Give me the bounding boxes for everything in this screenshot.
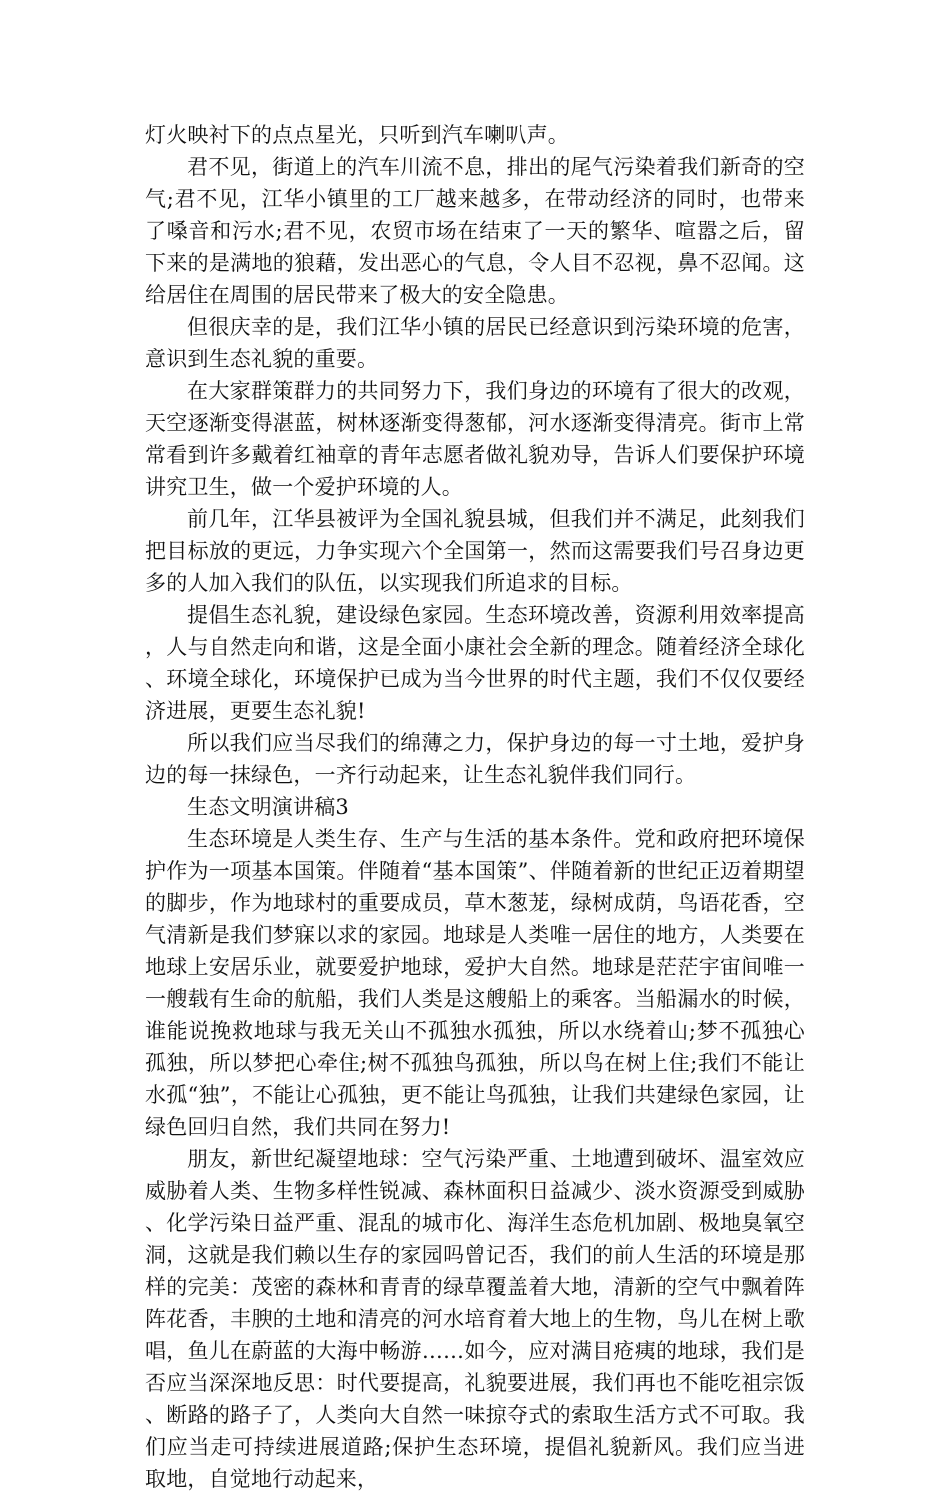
section-heading: 生态文明演讲稿3 — [187, 795, 349, 819]
paragraph-1: 灯火映衬下的点点星光，只听到汽车喇叭声。 — [145, 123, 569, 147]
paragraph-5: 前几年，江华县被评为全国礼貌县城，但我们并不满足，此刻我们把目标放的更远，力争实现六个全国第一，然而这需要我们号召身边更多的人加入我们的队伍，以实现我们所追求的目标。 — [145, 507, 805, 595]
paragraph-9: 朋友，新世纪凝望地球：空气污染严重、土地遭到破坏、温室效应威胁着人类、生物多样性锐减、森林面积日益减少、淡水资源受到威胁、化学污染日益严重、混乱的城市化、海洋生态危机加剧、极地臭氧空洞，这就是我们赖以生存的家园吗曾记否，我们的前人生活的环境是那样的完美：茂密的森林和青青的绿草覆盖着大地，清新的空气中飘着阵阵花香，丰腴的土地和清亮的河水培育着大地上的生物，鸟儿在树上歌唱，鱼儿在蔚蓝的大海中畅游……如今，应对满目疮痍的地球，我们是否应当深深地反思：时代要提高，礼貌要进展，我们再也不能吃祖宗饭、断路的路子了，人类向大自然一味掠夺式的索取生活方式不可取。我们应当走可持续进展道路;保护生态环境，提倡礼貌新风。我们应当进取地，自觉地行动起来， — [145, 1147, 805, 1491]
paragraph-2: 君不见，街道上的汽车川流不息，排出的尾气污染着我们新奇的空气;君不见，江华小镇里的工厂越来越多，在带动经济的同时，也带来了嗓音和污水;君不见，农贸市场在结束了一天的繁华、喧嚣之后，留下来的是满地的狼藉，发出恶心的气息，令人目不忍视，鼻不忍闻。这给居住在周围的居民带来了极大的安全隐患。 — [145, 155, 805, 307]
paragraph-4: 在大家群策群力的共同努力下，我们身边的环境有了很大的改观，天空逐渐变得湛蓝，树林逐渐变得葱郁，河水逐渐变得清亮。街市上常常看到许多戴着红袖章的青年志愿者做礼貌劝导，告诉人们要保护环境讲究卫生，做一个爱护环境的人。 — [145, 379, 805, 499]
paragraph-8: 生态环境是人类生存、生产与生活的基本条件。党和政府把环境保护作为一项基本国策。伴随着“基本国策”、伴随着新的世纪正迈着期望的脚步，作为地球村的重要成员，草木葱茏，绿树成荫，鸟语花香，空气清新是我们梦寐以求的家园。地球是人类唯一居住的地方，人类要在地球上安居乐业，就要爱护地球，爱护大自然。地球是茫茫宇宙间唯一一艘载有生命的航船，我们人类是这艘船上的乘客。当船漏水的时候，谁能说挽救地球与我无关山不孤独水孤独，所以水绕着山;梦不孤独心孤独，所以梦把心牵住;树不孤独鸟孤独，所以鸟在树上住;我们不能让水孤“独”，不能让心孤独，更不能让鸟孤独，让我们共建绿色家园，让绿色回归自然，我们共同在努力! — [145, 827, 805, 1139]
paragraph-6: 提倡生态礼貌，建设绿色家园。生态环境改善，资源利用效率提高，人与自然走向和谐，这是全面小康社会全新的理念。随着经济全球化、环境全球化，环境保护已成为当今世界的时代主题，我们不仅仅要经济进展，更要生态礼貌! — [145, 603, 805, 723]
paragraph-7: 所以我们应当尽我们的绵薄之力，保护身边的每一寸土地，爱护身边的每一抹绿色，一齐行动起来，让生态礼貌伴我们同行。 — [145, 731, 805, 787]
document-body — [145, 119, 805, 1495]
paragraph-3: 但很庆幸的是，我们江华小镇的居民已经意识到污染环境的危害，意识到生态礼貌的重要。 — [145, 315, 805, 371]
